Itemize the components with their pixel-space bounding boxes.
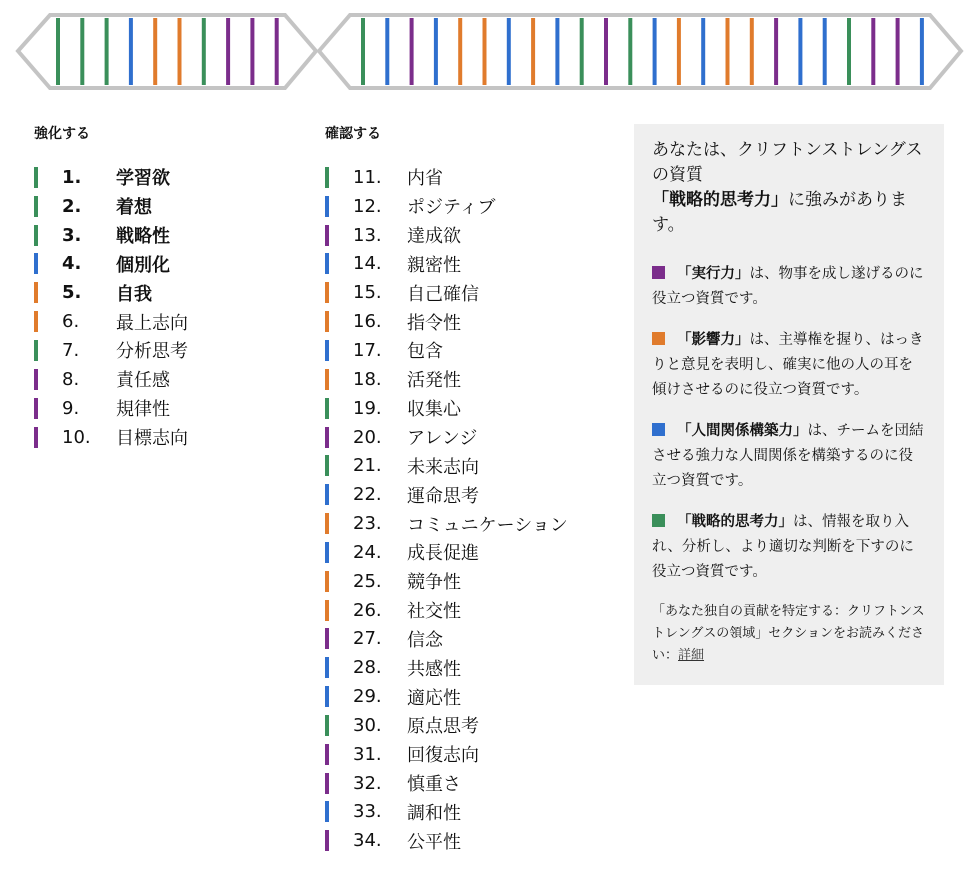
theme-rank: 14. bbox=[353, 253, 382, 275]
legend-entry-influencing bbox=[652, 328, 926, 403]
domain-color-bar bbox=[34, 427, 38, 448]
theme-item bbox=[325, 653, 568, 682]
banner-right-bar-relationship bbox=[653, 18, 657, 85]
theme-name: 回復志向 bbox=[407, 745, 479, 767]
confirm-heading: 確認する bbox=[325, 126, 381, 142]
domain-color-bar bbox=[325, 744, 329, 765]
theme-name: 目標志向 bbox=[116, 428, 188, 450]
legend-entry-relationship bbox=[652, 419, 926, 494]
legend-footer bbox=[652, 601, 926, 667]
theme-item bbox=[34, 192, 188, 221]
theme-name: 個別化 bbox=[116, 254, 170, 276]
theme-rank: 29. bbox=[353, 686, 382, 708]
banner-right-bar-strategic bbox=[628, 18, 632, 85]
banner-right-bar-relationship bbox=[385, 18, 389, 85]
banner-left-bar-strategic bbox=[105, 18, 109, 85]
theme-name: 達成欲 bbox=[407, 226, 461, 248]
theme-item bbox=[325, 336, 568, 365]
theme-item bbox=[325, 307, 568, 336]
theme-item bbox=[34, 221, 188, 250]
theme-item bbox=[325, 480, 568, 509]
banner-right-bar-strategic bbox=[580, 18, 584, 85]
theme-name: 慎重さ bbox=[407, 774, 461, 796]
banner-right-bar-influencing bbox=[750, 18, 754, 85]
theme-rank: 32. bbox=[353, 772, 382, 794]
theme-rank: 2. bbox=[62, 195, 82, 217]
domain-color-bar bbox=[325, 513, 329, 534]
theme-rank: 9. bbox=[62, 397, 80, 419]
banner-right-bar-relationship bbox=[507, 18, 511, 85]
legend-entry-strategic bbox=[652, 510, 926, 585]
legend-entry-title: 「戦略的思考力」 bbox=[677, 514, 793, 530]
theme-rank: 27. bbox=[353, 628, 382, 650]
domain-color-bar bbox=[325, 715, 329, 736]
theme-rank: 23. bbox=[353, 513, 382, 535]
legend-entry-title: 「影響力」 bbox=[677, 332, 750, 348]
banner-right-bar-executing bbox=[410, 18, 414, 85]
theme-item bbox=[325, 394, 568, 423]
banner-right-bar-strategic bbox=[847, 18, 851, 85]
domain-color-bar bbox=[325, 773, 329, 794]
theme-name: 成長促進 bbox=[407, 543, 479, 565]
domain-color-bar bbox=[325, 311, 329, 332]
theme-name: 社交性 bbox=[407, 601, 461, 623]
theme-name: 未来志向 bbox=[407, 456, 479, 478]
domain-color-bar bbox=[325, 282, 329, 303]
banner-right-bar-relationship bbox=[823, 18, 827, 85]
legend-entry-text: は、主導権を握り、はっきりと意見を表明し、確実に他の人の耳を傾けさせるのに役立つ資質です。 bbox=[652, 332, 924, 398]
theme-name: 学習欲 bbox=[116, 168, 170, 190]
theme-name: コミュニケーション bbox=[407, 514, 568, 536]
theme-name: 調和性 bbox=[407, 802, 461, 824]
theme-name: 親密性 bbox=[407, 254, 461, 276]
banner-right-bar-relationship bbox=[434, 18, 438, 85]
theme-item bbox=[34, 278, 188, 307]
theme-rank: 19. bbox=[353, 397, 382, 419]
domain-swatch bbox=[652, 514, 665, 527]
legend-entry-text: は、情報を取り入れ、分析し、より適切な判断を下すのに役立つ資質です。 bbox=[652, 514, 914, 580]
theme-item bbox=[325, 365, 568, 394]
theme-rank: 3. bbox=[62, 224, 82, 246]
banner-right-bar-influencing bbox=[677, 18, 681, 85]
theme-item bbox=[325, 451, 568, 480]
theme-item bbox=[325, 423, 568, 452]
domain-color-bar bbox=[325, 340, 329, 361]
theme-item bbox=[34, 394, 188, 423]
banner-right-bar-influencing bbox=[726, 18, 730, 85]
domain-color-bar bbox=[325, 196, 329, 217]
banner-right-bar-executing bbox=[774, 18, 778, 85]
theme-item bbox=[325, 192, 568, 221]
domain-color-bar bbox=[325, 657, 329, 678]
theme-rank: 13. bbox=[353, 224, 382, 246]
banner-right-bar-influencing bbox=[531, 18, 535, 85]
theme-rank: 28. bbox=[353, 657, 382, 679]
theme-name: アレンジ bbox=[407, 428, 478, 450]
domain-color-bar bbox=[325, 542, 329, 563]
theme-name: 共感性 bbox=[407, 658, 461, 680]
domain-color-bar bbox=[325, 686, 329, 707]
banner-right-bar-relationship bbox=[555, 18, 559, 85]
banner-right-bar-relationship bbox=[701, 18, 705, 85]
domain-color-bar bbox=[34, 311, 38, 332]
theme-rank: 30. bbox=[353, 714, 382, 736]
theme-rank: 20. bbox=[353, 426, 382, 448]
strengthen-theme-list bbox=[34, 163, 188, 451]
legend-entry-text: は、チームを団結させる強力な人間関係を構築するのに役立つ資質です。 bbox=[652, 423, 924, 489]
theme-item bbox=[325, 625, 568, 654]
domain-color-bar bbox=[325, 484, 329, 505]
domain-color-bar bbox=[34, 167, 38, 188]
theme-name: 活発性 bbox=[407, 370, 461, 392]
theme-name: 自我 bbox=[116, 283, 152, 305]
domain-color-bar bbox=[325, 801, 329, 822]
domain-color-bar bbox=[325, 427, 329, 448]
banner-right-hexagon bbox=[319, 15, 961, 88]
domain-color-bar bbox=[34, 282, 38, 303]
theme-rank: 1. bbox=[62, 166, 82, 188]
legend-entry-title: 「人間関係構築力」 bbox=[677, 423, 808, 439]
domain-color-bar bbox=[325, 167, 329, 188]
theme-item bbox=[34, 163, 188, 192]
banner-left-bar-strategic bbox=[202, 18, 206, 85]
legend-intro-line1: あなたは、クリフトンストレングス bbox=[652, 140, 923, 160]
theme-item bbox=[325, 250, 568, 279]
banner-left-bar-executing bbox=[275, 18, 279, 85]
domain-swatch bbox=[652, 332, 665, 345]
theme-item bbox=[325, 163, 568, 192]
theme-rank: 31. bbox=[353, 743, 382, 765]
theme-item bbox=[34, 336, 188, 365]
theme-name: 戦略性 bbox=[116, 226, 170, 248]
domain-color-bar bbox=[325, 830, 329, 851]
banner-left-bar-executing bbox=[226, 18, 230, 85]
banner-right-bar-executing bbox=[871, 18, 875, 85]
domain-legend-panel bbox=[634, 124, 944, 685]
theme-name: 運命思考 bbox=[407, 485, 479, 507]
theme-rank: 5. bbox=[62, 282, 82, 304]
theme-item bbox=[325, 740, 568, 769]
theme-rank: 15. bbox=[353, 282, 382, 304]
theme-name: 適応性 bbox=[407, 687, 461, 709]
theme-rank: 34. bbox=[353, 830, 382, 852]
legend-entry-executing bbox=[652, 262, 926, 312]
domain-color-bar bbox=[34, 225, 38, 246]
legend-intro-highlight: 「戦略的思考力」 bbox=[652, 190, 788, 210]
theme-item bbox=[325, 538, 568, 567]
theme-item bbox=[325, 798, 568, 827]
theme-rank: 21. bbox=[353, 455, 382, 477]
legend-footer-text: 「あなた独自の貢献を特定する：クリフトンストレングスの領域」セクションをお読みください： bbox=[652, 604, 925, 663]
theme-rank: 33. bbox=[353, 801, 382, 823]
domain-color-bar bbox=[34, 369, 38, 390]
banner-right-bar-influencing bbox=[483, 18, 487, 85]
banner-left-bar-influencing bbox=[178, 18, 182, 85]
theme-rank: 24. bbox=[353, 541, 382, 563]
theme-name: 内省 bbox=[407, 168, 443, 190]
domain-color-bar bbox=[325, 455, 329, 476]
theme-rank: 26. bbox=[353, 599, 382, 621]
banner-right-bar-strategic bbox=[361, 18, 365, 85]
theme-item bbox=[325, 221, 568, 250]
theme-rank: 25. bbox=[353, 570, 382, 592]
theme-rank: 18. bbox=[353, 368, 382, 390]
banner-left-bar-strategic bbox=[80, 18, 84, 85]
theme-rank: 17. bbox=[353, 339, 382, 361]
domain-color-bar bbox=[325, 628, 329, 649]
theme-item bbox=[34, 423, 188, 452]
banner-left-bar-influencing bbox=[153, 18, 157, 85]
theme-item bbox=[325, 826, 568, 855]
theme-item bbox=[34, 307, 188, 336]
theme-name: 規律性 bbox=[116, 399, 170, 421]
theme-name: 収集心 bbox=[407, 399, 461, 421]
domain-color-bar bbox=[34, 253, 38, 274]
banner-right-bar-executing bbox=[604, 18, 608, 85]
legend-intro bbox=[652, 138, 926, 238]
banner-right-bar-executing bbox=[896, 18, 900, 85]
domain-color-bar bbox=[325, 253, 329, 274]
theme-name: ポジティブ bbox=[407, 197, 496, 219]
domain-color-bar bbox=[325, 225, 329, 246]
theme-name: 競争性 bbox=[407, 572, 461, 594]
theme-name: 公平性 bbox=[407, 831, 461, 853]
banner-right-bar-relationship bbox=[798, 18, 802, 85]
theme-rank: 4. bbox=[62, 253, 82, 275]
theme-rank: 7. bbox=[62, 339, 80, 361]
theme-name: 原点思考 bbox=[407, 716, 479, 738]
banner-left-bar-executing bbox=[250, 18, 254, 85]
theme-rank: 11. bbox=[353, 166, 382, 188]
legend-intro-rest: に強みがあります。 bbox=[652, 190, 907, 235]
banner-left-bar-strategic bbox=[56, 18, 60, 85]
domain-color-bar bbox=[34, 196, 38, 217]
theme-name: 指令性 bbox=[407, 312, 461, 334]
domain-color-bar bbox=[325, 398, 329, 419]
theme-item bbox=[325, 567, 568, 596]
banner-left-hexagon bbox=[18, 15, 316, 88]
theme-item bbox=[325, 509, 568, 538]
domain-color-bar bbox=[325, 600, 329, 621]
domain-swatch bbox=[652, 266, 665, 279]
confirm-theme-list bbox=[325, 163, 568, 855]
theme-item bbox=[325, 596, 568, 625]
domain-swatch bbox=[652, 423, 665, 436]
theme-rank: 6. bbox=[62, 311, 80, 333]
theme-name: 包含 bbox=[407, 341, 443, 363]
banner-right-bar-influencing bbox=[458, 18, 462, 85]
theme-item bbox=[34, 250, 188, 279]
theme-item bbox=[34, 365, 188, 394]
theme-rank: 22. bbox=[353, 484, 382, 506]
theme-name: 分析思考 bbox=[116, 341, 188, 363]
theme-rank: 10. bbox=[62, 426, 91, 448]
theme-name: 信念 bbox=[407, 629, 443, 651]
theme-item bbox=[325, 711, 568, 740]
theme-rank: 16. bbox=[353, 311, 382, 333]
domain-color-bar bbox=[325, 369, 329, 390]
domain-color-bar bbox=[34, 398, 38, 419]
domain-color-bar bbox=[34, 340, 38, 361]
theme-name: 自己確信 bbox=[407, 283, 479, 305]
theme-item bbox=[325, 278, 568, 307]
legend-entry-title: 「実行力」 bbox=[677, 266, 750, 282]
domain-color-bar bbox=[325, 571, 329, 592]
details-link[interactable]: 詳細 bbox=[678, 648, 705, 663]
banner-right-bar-relationship bbox=[920, 18, 924, 85]
theme-name: 最上志向 bbox=[116, 312, 188, 334]
theme-rank: 12. bbox=[353, 195, 382, 217]
legend-entry-text: は、物事を成し遂げるのに役立つ資質です。 bbox=[652, 266, 924, 307]
strengthen-heading: 強化する bbox=[34, 126, 90, 142]
theme-item bbox=[325, 769, 568, 798]
theme-name: 着想 bbox=[116, 197, 152, 219]
theme-item bbox=[325, 682, 568, 711]
theme-rank: 8. bbox=[62, 368, 80, 390]
banner-left-bar-relationship bbox=[129, 18, 133, 85]
legend-intro-line2: の資質 bbox=[652, 165, 703, 185]
theme-sequence-banner bbox=[0, 0, 976, 95]
theme-name: 責任感 bbox=[116, 370, 170, 392]
